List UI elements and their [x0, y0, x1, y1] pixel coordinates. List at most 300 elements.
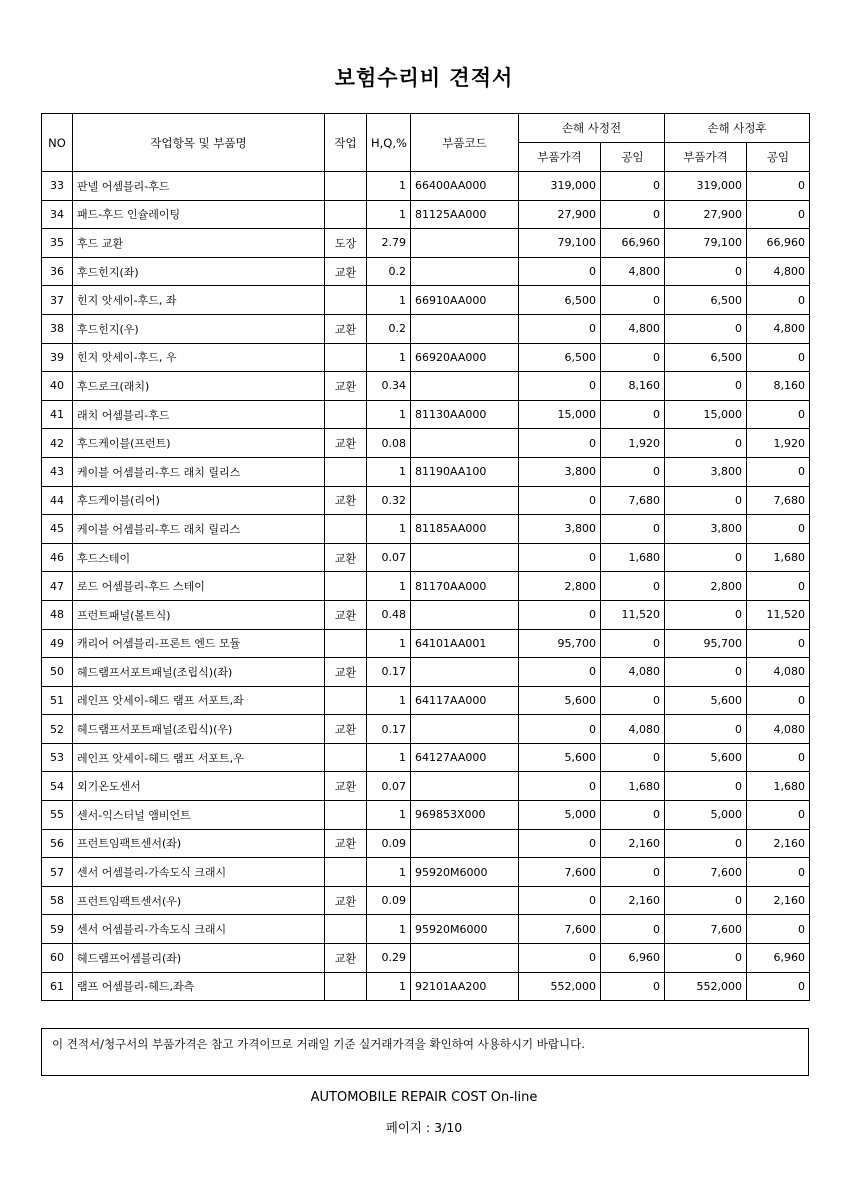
cell-code: 81170AA000 [411, 572, 519, 601]
table-row [42, 686, 810, 715]
cell-before-part-price: 15,000 [519, 400, 601, 429]
cell-item: 헤드램프서포트패널(조립식)(우) [73, 715, 325, 744]
cell-work: 교환 [325, 429, 367, 458]
cell-no: 41 [42, 400, 73, 429]
cell-after-part-price: 7,600 [665, 915, 747, 944]
cell-no: 33 [42, 172, 73, 201]
table-row [42, 715, 810, 744]
cell-work [325, 915, 367, 944]
cell-no: 57 [42, 858, 73, 887]
cell-before-part-price: 3,800 [519, 515, 601, 544]
cell-code: 81185AA000 [411, 515, 519, 544]
notice-text: 이 견적서/청구서의 부품가격은 참고 가격이므로 거래일 기준 실거래가격을 확인하여 사용하시기 바랍니다. [52, 1037, 585, 1051]
cell-hq: 1 [367, 972, 411, 1001]
cell-work [325, 172, 367, 201]
cell-before-part-price: 0 [519, 543, 601, 572]
footer-text: AUTOMOBILE REPAIR COST On-line [310, 1090, 538, 1105]
table-row [42, 200, 810, 229]
cell-hq: 0.2 [367, 314, 411, 343]
cell-before-part-price: 0 [519, 257, 601, 286]
cell-item: 프런트임팩트센서(우) [73, 886, 325, 915]
table-row [42, 314, 810, 343]
cell-before-part-price: 552,000 [519, 972, 601, 1001]
cell-hq: 1 [367, 515, 411, 544]
cell-work [325, 343, 367, 372]
cell-item: 후드 교환 [73, 229, 325, 258]
cell-after-labor: 4,080 [747, 715, 810, 744]
cell-work [325, 858, 367, 887]
cell-item: 외기온도센서 [73, 772, 325, 801]
cell-work [325, 400, 367, 429]
cell-after-part-price: 0 [665, 658, 747, 687]
cell-after-labor: 0 [747, 515, 810, 544]
cell-work: 교환 [325, 372, 367, 401]
cell-before-labor: 6,960 [601, 944, 665, 973]
table-row [42, 801, 810, 830]
cell-no: 56 [42, 829, 73, 858]
header-hq: H,Q,% [367, 114, 411, 172]
cell-hq: 1 [367, 915, 411, 944]
cell-work: 교환 [325, 543, 367, 572]
cell-after-part-price: 0 [665, 372, 747, 401]
cell-before-part-price: 0 [519, 314, 601, 343]
cell-after-part-price: 3,800 [665, 515, 747, 544]
table-row [42, 915, 810, 944]
cell-after-part-price: 319,000 [665, 172, 747, 201]
table-row [42, 400, 810, 429]
cell-after-labor: 4,800 [747, 257, 810, 286]
cell-item: 헤드램프서포트패널(조립식)(좌) [73, 658, 325, 687]
cell-no: 40 [42, 372, 73, 401]
cell-no: 60 [42, 944, 73, 973]
cell-hq: 0.09 [367, 886, 411, 915]
cell-after-labor: 0 [747, 801, 810, 830]
cell-after-part-price: 5,600 [665, 686, 747, 715]
cell-work: 교환 [325, 886, 367, 915]
table-row [42, 429, 810, 458]
cell-code [411, 314, 519, 343]
table-row [42, 972, 810, 1001]
cell-after-part-price: 0 [665, 486, 747, 515]
cell-item: 판넬 어셈블리-후드 [73, 172, 325, 201]
cell-item: 후드힌지(좌) [73, 257, 325, 286]
cell-work [325, 572, 367, 601]
cell-hq: 1 [367, 400, 411, 429]
cell-code [411, 257, 519, 286]
cell-after-labor: 0 [747, 743, 810, 772]
cell-before-labor: 1,680 [601, 772, 665, 801]
cell-code: 81125AA000 [411, 200, 519, 229]
cell-after-labor: 0 [747, 858, 810, 887]
cell-after-part-price: 0 [665, 886, 747, 915]
cell-work [325, 686, 367, 715]
table-row [42, 372, 810, 401]
cell-before-labor: 0 [601, 515, 665, 544]
cell-no: 44 [42, 486, 73, 515]
cell-code: 969853X000 [411, 801, 519, 830]
table-row [42, 229, 810, 258]
cell-after-labor: 0 [747, 915, 810, 944]
estimate-table [41, 113, 810, 1001]
cell-after-part-price: 6,500 [665, 286, 747, 315]
cell-code [411, 715, 519, 744]
cell-before-part-price: 0 [519, 429, 601, 458]
cell-item: 후드케이블(프런트) [73, 429, 325, 458]
cell-before-part-price: 319,000 [519, 172, 601, 201]
cell-no: 37 [42, 286, 73, 315]
cell-work: 교환 [325, 257, 367, 286]
cell-before-part-price: 0 [519, 829, 601, 858]
cell-work: 교환 [325, 829, 367, 858]
table-row [42, 515, 810, 544]
cell-before-labor: 4,080 [601, 658, 665, 687]
cell-before-part-price: 5,600 [519, 686, 601, 715]
cell-after-labor: 7,680 [747, 486, 810, 515]
cell-before-labor: 0 [601, 915, 665, 944]
cell-after-part-price: 0 [665, 543, 747, 572]
cell-before-labor: 2,160 [601, 886, 665, 915]
cell-item: 센서 어셈블리-가속도식 크래시 [73, 915, 325, 944]
cell-before-labor: 0 [601, 686, 665, 715]
cell-before-labor: 0 [601, 972, 665, 1001]
cell-hq: 0.07 [367, 543, 411, 572]
cell-before-labor: 0 [601, 457, 665, 486]
cell-after-labor: 1,920 [747, 429, 810, 458]
cell-before-labor: 4,800 [601, 257, 665, 286]
cell-code [411, 486, 519, 515]
cell-before-part-price: 6,500 [519, 286, 601, 315]
cell-before-labor: 8,160 [601, 372, 665, 401]
cell-after-labor: 2,160 [747, 829, 810, 858]
cell-before-part-price: 0 [519, 886, 601, 915]
table-row [42, 658, 810, 687]
cell-code: 66910AA000 [411, 286, 519, 315]
cell-before-part-price: 0 [519, 715, 601, 744]
cell-no: 47 [42, 572, 73, 601]
cell-hq: 1 [367, 801, 411, 830]
cell-item: 힌지 앗세이-후드, 좌 [73, 286, 325, 315]
cell-item: 후드케이블(리어) [73, 486, 325, 515]
header-before-group: 손해 사정전 [519, 114, 665, 143]
cell-work: 교환 [325, 658, 367, 687]
cell-before-labor: 0 [601, 801, 665, 830]
cell-before-labor: 66,960 [601, 229, 665, 258]
header-work: 작업 [325, 114, 367, 172]
cell-before-labor: 4,800 [601, 314, 665, 343]
cell-code: 66920AA000 [411, 343, 519, 372]
notice-box [41, 1028, 809, 1076]
cell-code: 81130AA000 [411, 400, 519, 429]
cell-item: 후드힌지(우) [73, 314, 325, 343]
cell-hq: 0.08 [367, 429, 411, 458]
cell-work: 교환 [325, 600, 367, 629]
table-row [42, 457, 810, 486]
cell-hq: 0.32 [367, 486, 411, 515]
header-before-labor: 공임 [601, 143, 665, 172]
header-item: 작업항목 및 부품명 [73, 114, 325, 172]
table-row [42, 172, 810, 201]
table-row [42, 486, 810, 515]
header-after-labor: 공임 [747, 143, 810, 172]
cell-hq: 1 [367, 629, 411, 658]
table-row [42, 886, 810, 915]
cell-hq: 1 [367, 743, 411, 772]
cell-no: 49 [42, 629, 73, 658]
cell-after-labor: 0 [747, 400, 810, 429]
cell-item: 캐리어 어셈블리-프론트 엔드 모듈 [73, 629, 325, 658]
cell-item: 후드로크(래치) [73, 372, 325, 401]
cell-after-labor: 6,960 [747, 944, 810, 973]
cell-no: 36 [42, 257, 73, 286]
cell-code: 64117AA000 [411, 686, 519, 715]
cell-before-labor: 0 [601, 743, 665, 772]
cell-after-labor: 0 [747, 457, 810, 486]
cell-after-part-price: 0 [665, 829, 747, 858]
cell-before-labor: 0 [601, 572, 665, 601]
cell-before-part-price: 3,800 [519, 457, 601, 486]
cell-before-part-price: 7,600 [519, 858, 601, 887]
cell-work [325, 972, 367, 1001]
cell-before-labor: 0 [601, 400, 665, 429]
cell-after-part-price: 5,600 [665, 743, 747, 772]
cell-no: 55 [42, 801, 73, 830]
header-no: NO [42, 114, 73, 172]
cell-after-labor: 0 [747, 572, 810, 601]
cell-hq: 0.29 [367, 944, 411, 973]
cell-hq: 0.2 [367, 257, 411, 286]
cell-before-part-price: 0 [519, 772, 601, 801]
cell-before-part-price: 0 [519, 372, 601, 401]
cell-item: 센서 어셈블리-가속도식 크래시 [73, 858, 325, 887]
cell-after-part-price: 552,000 [665, 972, 747, 1001]
cell-no: 39 [42, 343, 73, 372]
cell-work: 교환 [325, 486, 367, 515]
cell-after-labor: 0 [747, 686, 810, 715]
cell-after-labor: 0 [747, 972, 810, 1001]
cell-no: 58 [42, 886, 73, 915]
table-row [42, 629, 810, 658]
cell-item: 래치 어셈블리-후드 [73, 400, 325, 429]
cell-before-part-price: 7,600 [519, 915, 601, 944]
cell-item: 케이블 어셈블리-후드 래치 릴리스 [73, 515, 325, 544]
cell-code: 81190AA100 [411, 457, 519, 486]
cell-hq: 1 [367, 200, 411, 229]
cell-code [411, 658, 519, 687]
cell-before-part-price: 5,000 [519, 801, 601, 830]
cell-work: 교환 [325, 314, 367, 343]
table-row [42, 600, 810, 629]
table-row [42, 772, 810, 801]
cell-code: 66400AA000 [411, 172, 519, 201]
cell-after-labor: 0 [747, 629, 810, 658]
header-after-part-price: 부품가격 [665, 143, 747, 172]
cell-work [325, 286, 367, 315]
cell-item: 케이블 어셈블리-후드 래치 릴리스 [73, 457, 325, 486]
cell-after-part-price: 95,700 [665, 629, 747, 658]
cell-no: 61 [42, 972, 73, 1001]
header-before-part-price: 부품가격 [519, 143, 601, 172]
cell-work [325, 801, 367, 830]
cell-no: 45 [42, 515, 73, 544]
table-row [42, 829, 810, 858]
cell-before-labor: 2,160 [601, 829, 665, 858]
cell-before-labor: 0 [601, 286, 665, 315]
cell-code: 64127AA000 [411, 743, 519, 772]
cell-after-labor: 1,680 [747, 772, 810, 801]
cell-no: 51 [42, 686, 73, 715]
cell-after-part-price: 0 [665, 600, 747, 629]
table-row [42, 343, 810, 372]
cell-before-part-price: 0 [519, 944, 601, 973]
cell-no: 38 [42, 314, 73, 343]
cell-after-labor: 2,160 [747, 886, 810, 915]
cell-after-part-price: 3,800 [665, 457, 747, 486]
cell-before-labor: 0 [601, 172, 665, 201]
table-body [42, 172, 810, 1001]
cell-hq: 1 [367, 172, 411, 201]
cell-before-labor: 1,680 [601, 543, 665, 572]
cell-hq: 0.48 [367, 600, 411, 629]
cell-after-labor: 1,680 [747, 543, 810, 572]
cell-before-labor: 0 [601, 629, 665, 658]
cell-no: 35 [42, 229, 73, 258]
cell-after-labor: 4,080 [747, 658, 810, 687]
cell-no: 50 [42, 658, 73, 687]
cell-no: 46 [42, 543, 73, 572]
cell-no: 43 [42, 457, 73, 486]
cell-work: 도장 [325, 229, 367, 258]
cell-before-labor: 1,920 [601, 429, 665, 458]
cell-work [325, 457, 367, 486]
cell-no: 59 [42, 915, 73, 944]
cell-hq: 0.17 [367, 658, 411, 687]
cell-code [411, 372, 519, 401]
cell-after-labor: 66,960 [747, 229, 810, 258]
cell-before-labor: 7,680 [601, 486, 665, 515]
cell-before-labor: 0 [601, 858, 665, 887]
cell-after-labor: 8,160 [747, 372, 810, 401]
cell-item: 프런트패널(볼트식) [73, 600, 325, 629]
cell-no: 52 [42, 715, 73, 744]
cell-after-labor: 0 [747, 343, 810, 372]
cell-hq: 0.34 [367, 372, 411, 401]
cell-hq: 0.07 [367, 772, 411, 801]
table-row [42, 743, 810, 772]
cell-work: 교환 [325, 715, 367, 744]
cell-after-labor: 0 [747, 172, 810, 201]
page-number: 페이지 : 3/10 [385, 1120, 463, 1135]
cell-item: 레인프 앗세이-헤드 램프 서포트,좌 [73, 686, 325, 715]
cell-before-labor: 4,080 [601, 715, 665, 744]
cell-before-labor: 0 [601, 200, 665, 229]
cell-after-labor: 0 [747, 286, 810, 315]
cell-work [325, 629, 367, 658]
cell-hq: 1 [367, 457, 411, 486]
cell-after-labor: 11,520 [747, 600, 810, 629]
cell-after-part-price: 0 [665, 944, 747, 973]
cell-code [411, 772, 519, 801]
cell-after-part-price: 0 [665, 715, 747, 744]
cell-item: 프런트임팩트센서(좌) [73, 829, 325, 858]
table-row [42, 543, 810, 572]
cell-after-part-price: 27,900 [665, 200, 747, 229]
cell-code [411, 829, 519, 858]
cell-code: 64101AA001 [411, 629, 519, 658]
cell-item: 헤드램프어셈블리(좌) [73, 944, 325, 973]
cell-after-labor: 4,800 [747, 314, 810, 343]
cell-after-part-price: 0 [665, 429, 747, 458]
cell-after-part-price: 6,500 [665, 343, 747, 372]
cell-after-part-price: 79,100 [665, 229, 747, 258]
cell-code: 92101AA200 [411, 972, 519, 1001]
header-after-group: 손해 사정후 [665, 114, 810, 143]
cell-item: 레인프 앗세이-헤드 램프 서포트,우 [73, 743, 325, 772]
cell-no: 53 [42, 743, 73, 772]
cell-before-part-price: 79,100 [519, 229, 601, 258]
cell-work [325, 743, 367, 772]
cell-after-part-price: 0 [665, 257, 747, 286]
cell-after-part-price: 15,000 [665, 400, 747, 429]
cell-hq: 1 [367, 572, 411, 601]
cell-item: 로드 어셈블리-후드 스테이 [73, 572, 325, 601]
cell-code [411, 886, 519, 915]
cell-item: 램프 어셈블리-헤드,좌측 [73, 972, 325, 1001]
cell-hq: 0.09 [367, 829, 411, 858]
cell-before-labor: 0 [601, 343, 665, 372]
header-code: 부품코드 [411, 114, 519, 172]
cell-before-part-price: 95,700 [519, 629, 601, 658]
cell-item: 후드스테이 [73, 543, 325, 572]
cell-hq: 1 [367, 343, 411, 372]
cell-work: 교환 [325, 944, 367, 973]
cell-hq: 0.17 [367, 715, 411, 744]
cell-code [411, 229, 519, 258]
cell-code [411, 944, 519, 973]
cell-before-part-price: 0 [519, 486, 601, 515]
table-row [42, 572, 810, 601]
cell-before-part-price: 2,800 [519, 572, 601, 601]
cell-after-part-price: 7,600 [665, 858, 747, 887]
cell-hq: 1 [367, 858, 411, 887]
cell-item: 센서-익스터널 앰비언트 [73, 801, 325, 830]
cell-no: 34 [42, 200, 73, 229]
cell-before-part-price: 5,600 [519, 743, 601, 772]
cell-hq: 2.79 [367, 229, 411, 258]
cell-after-labor: 0 [747, 200, 810, 229]
cell-before-labor: 11,520 [601, 600, 665, 629]
cell-code [411, 429, 519, 458]
cell-work [325, 515, 367, 544]
cell-after-part-price: 5,000 [665, 801, 747, 830]
table-row [42, 286, 810, 315]
cell-no: 48 [42, 600, 73, 629]
cell-code [411, 543, 519, 572]
cell-before-part-price: 6,500 [519, 343, 601, 372]
cell-hq: 1 [367, 686, 411, 715]
cell-item: 패드-후드 인슐레이팅 [73, 200, 325, 229]
cell-code: 95920M6000 [411, 915, 519, 944]
document-title: 보험수리비 견적서 [334, 66, 514, 90]
cell-no: 54 [42, 772, 73, 801]
cell-after-part-price: 2,800 [665, 572, 747, 601]
cell-no: 42 [42, 429, 73, 458]
cell-work: 교환 [325, 772, 367, 801]
cell-after-part-price: 0 [665, 772, 747, 801]
cell-before-part-price: 0 [519, 600, 601, 629]
cell-before-part-price: 27,900 [519, 200, 601, 229]
cell-hq: 1 [367, 286, 411, 315]
cell-item: 힌지 앗세이-후드, 우 [73, 343, 325, 372]
